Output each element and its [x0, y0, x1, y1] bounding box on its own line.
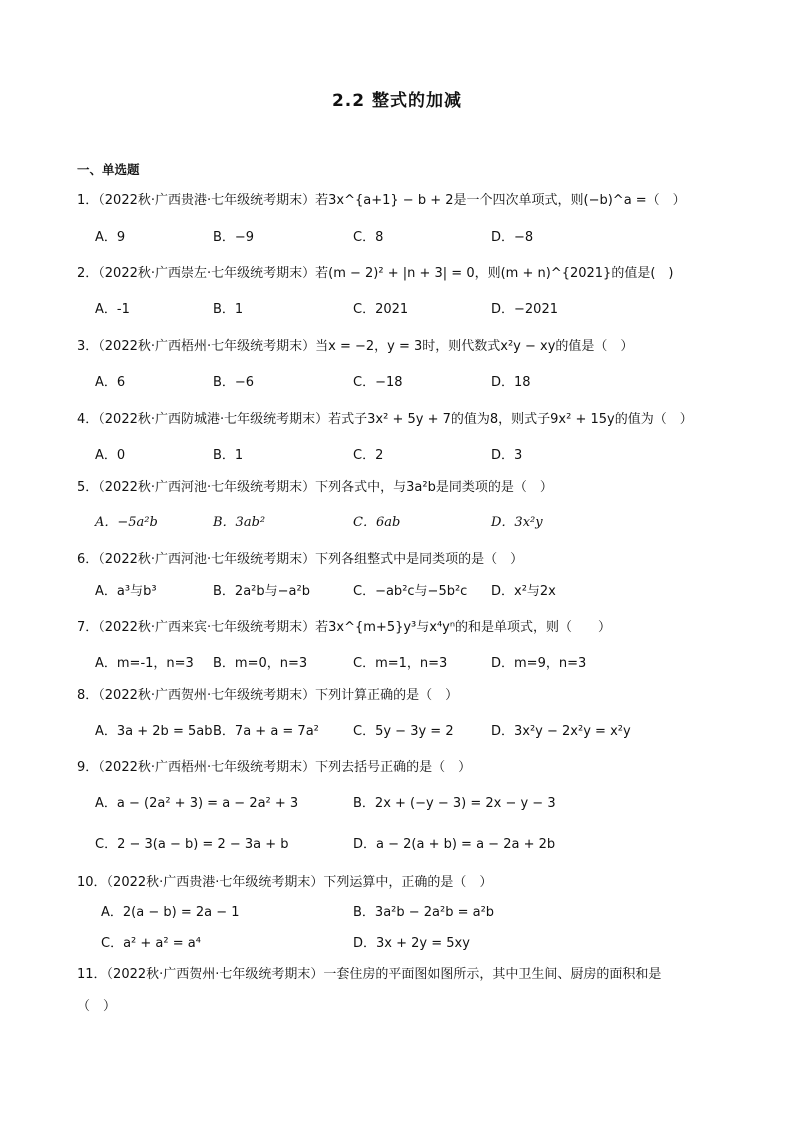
question-7	[77, 619, 611, 637]
option-b[interactable]: B．1	[213, 302, 244, 317]
question-number: 4．	[77, 412, 99, 427]
question-number: 8．	[77, 688, 99, 703]
question-source: （2022秋·广西贵港·七年级统考期末）	[98, 193, 316, 208]
option-a[interactable]: A．9	[95, 230, 126, 245]
option-c[interactable]: C．−ab²c与−5b²c	[353, 584, 468, 599]
question-10	[77, 874, 492, 892]
question-number: 2．	[77, 266, 99, 281]
option-a[interactable]: A．a³与b³	[95, 584, 157, 599]
section-heading: 一、单选题	[77, 162, 140, 177]
option-c[interactable]: C．2	[353, 448, 384, 463]
question-3	[77, 338, 633, 356]
question-number: 7．	[77, 620, 99, 635]
question-stem: 若(m − 2)² + |n + 3| = 0，则(m + n)^{2021}的值是( )	[315, 266, 674, 281]
question-number: 6．	[77, 552, 99, 567]
option-b[interactable]: B．7a + a = 7a²	[213, 724, 319, 739]
option-c[interactable]: C．2021	[353, 302, 409, 317]
question-source: （2022秋·广西贺州·七年级统考期末）	[98, 688, 316, 703]
question-8	[77, 687, 458, 705]
option-c[interactable]: C．−18	[353, 375, 403, 390]
question-source: （2022秋·广西梧州·七年级统考期末）	[98, 760, 316, 775]
question-stem: 下列去括号正确的是（ ）	[315, 760, 472, 775]
question-9	[77, 759, 471, 777]
option-b[interactable]: B．2a²b与−a²b	[213, 584, 310, 599]
question-source: （2022秋·广西崇左·七年级统考期末）	[98, 266, 316, 281]
option-a[interactable]: A．a − (2a² + 3) = a − 2a² + 3	[95, 796, 299, 811]
option-b[interactable]: B．2x + (−y − 3) = 2x − y − 3	[353, 796, 556, 811]
option-d[interactable]: D．−2021	[491, 302, 558, 317]
question-stem: 若式子3x² + 5y + 7的值为8，则式子9x² + 15y的值为（ ）	[328, 412, 693, 427]
option-c[interactable]: C．8	[353, 230, 384, 245]
option-d[interactable]: D．3x²y	[491, 515, 543, 530]
question-stem: 下列各式中，与3a²b是同类项的是（ ）	[315, 480, 553, 495]
question-stem: 一套住房的平面图如图所示，其中卫生间、厨房的面积和是	[323, 967, 662, 982]
option-d[interactable]: D．3	[491, 448, 523, 463]
question-number: 9．	[77, 760, 99, 775]
option-d[interactable]: D．3x + 2y = 5xy	[353, 936, 470, 951]
question-stem: 下列运算中，正确的是（ ）	[323, 875, 493, 890]
question-1	[77, 192, 686, 210]
question-source: （2022秋·广西梧州·七年级统考期末）	[98, 339, 316, 354]
question-5	[77, 479, 553, 497]
option-a[interactable]: A．3a + 2b = 5ab	[95, 724, 213, 739]
question-6	[77, 551, 523, 569]
question-source: （2022秋·广西河池·七年级统考期末）	[98, 480, 316, 495]
question-stem: 当x = −2，y = 3时，则代数式x²y − xy的值是（ ）	[315, 339, 634, 354]
option-a[interactable]: A．0	[95, 448, 126, 463]
option-d[interactable]: D．3x²y − 2x²y = x²y	[491, 724, 631, 739]
question-number: 3．	[77, 339, 99, 354]
option-c[interactable]: C．6ab	[353, 515, 401, 530]
option-a[interactable]: A．6	[95, 375, 126, 390]
page-title: 2.2 整式的加减	[331, 91, 463, 111]
option-d[interactable]: D．18	[491, 375, 531, 390]
option-c[interactable]: C．m=1，n=3	[353, 656, 448, 671]
question-source: （2022秋·广西防城港·七年级统考期末）	[98, 412, 329, 427]
question-2	[77, 265, 673, 283]
question-11	[77, 966, 661, 984]
option-d[interactable]: D．m=9，n=3	[491, 656, 587, 671]
question-number: 1．	[77, 193, 99, 208]
option-a[interactable]: A．m=-1，n=3	[95, 656, 194, 671]
question-4	[77, 411, 693, 429]
question-source: （2022秋·广西贺州·七年级统考期末）	[106, 967, 324, 982]
option-d[interactable]: D．a − 2(a + b) = a − 2a + 2b	[353, 837, 556, 852]
option-c[interactable]: C．2 − 3(a − b) = 2 − 3a + b	[95, 837, 289, 852]
option-b[interactable]: B．−9	[213, 230, 255, 245]
question-11-continuation: （ ）	[77, 999, 117, 1014]
option-d[interactable]: D．−8	[491, 230, 534, 245]
option-b[interactable]: B．1	[213, 448, 244, 463]
option-b[interactable]: B．m=0，n=3	[213, 656, 308, 671]
option-d[interactable]: D．x²与2x	[491, 584, 556, 599]
question-source: （2022秋·广西河池·七年级统考期末）	[98, 552, 316, 567]
question-source: （2022秋·广西贵港·七年级统考期末）	[106, 875, 324, 890]
question-source: （2022秋·广西来宾·七年级统考期末）	[98, 620, 316, 635]
option-c[interactable]: C．5y − 3y = 2	[353, 724, 454, 739]
question-stem: 若3x^{a+1} − b + 2是一个四次单项式，则(−b)^a =（ ）	[315, 193, 686, 208]
question-stem: 下列各组整式中是同类项的是（ ）	[315, 552, 524, 567]
question-number: 10．	[77, 875, 107, 890]
question-stem: 下列计算正确的是（ ）	[315, 688, 459, 703]
option-a[interactable]: A．2(a − b) = 2a − 1	[101, 905, 240, 920]
option-a[interactable]: A．−5a²b	[95, 515, 158, 530]
question-number: 11．	[77, 967, 107, 982]
question-number: 5．	[77, 480, 99, 495]
option-b[interactable]: B．3ab²	[213, 515, 266, 530]
option-b[interactable]: B．−6	[213, 375, 255, 390]
option-b[interactable]: B．3a²b − 2a²b = a²b	[353, 905, 495, 920]
option-a[interactable]: A．-1	[95, 302, 130, 317]
option-c[interactable]: C．a² + a² = a⁴	[101, 936, 201, 951]
question-stem: 若3x^{m+5}y³与x⁴yⁿ的和是单项式，则（ ）	[315, 620, 612, 635]
